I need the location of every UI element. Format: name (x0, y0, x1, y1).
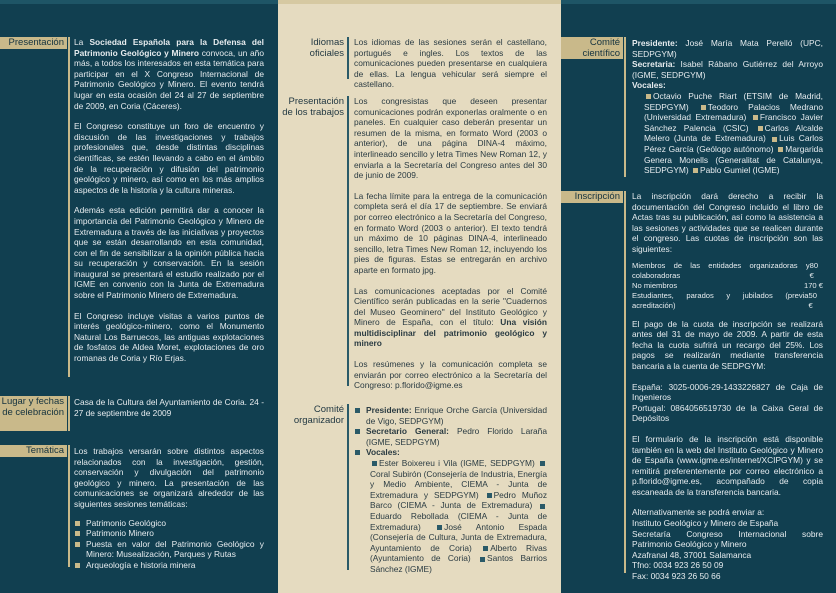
idiomas-text: Los idiomas de las sesiones serán el castellano, portugués e ingles. Los textos de las comunicaciones pueden presentarse en cualquiera de ellas. La lengua vehicular será siempre el castellano. (354, 37, 547, 90)
tematica-list (74, 518, 264, 571)
fee-row: Miembros de las entidades organizadoras y colaboradoras 80 € (632, 260, 819, 280)
list-item: Secretario General: Pedro Florido Laraña (IGME, SEDPGYM) (354, 426, 547, 447)
divider-line (347, 404, 349, 570)
list-item: Presidente: Enrique Orche García (Universidad de Vigo, SEDPGYM) (354, 405, 547, 426)
divider-line (624, 37, 626, 177)
label-lugar: Lugar y fechas de celebración (0, 396, 67, 431)
comite-organizador-text: Presidente: Enrique Orche García (Universidad de Vigo, SEDPGYM) Secretario General: Pedro Florido Laraña (IGME, SEDPGYM) Vocales: Ester Boixereu i Vila (IGME, SEDPGYM) Coral Subirón (Consejería de Industria, Energía y Medio Ambiente, CIEMA - Junta de Extremadura y SEDPGYM) Pedro Muñoz Barco (CIEMA - Junta de Extremadura) Eduardo Rebollada (CIEMA - Junta de Extremadura) José Antonio Espada (Consejería de Cultura, Junta de Extremadura, Ayuntamiento de Coria) Alberto Rivas (Ayuntamiento de Coria) Santos Barrios Sánchez (IGME) (354, 405, 547, 575)
divider-line (68, 396, 70, 431)
divider-line (68, 445, 70, 567)
label-trabajos: Presentación de los trabajos (282, 96, 344, 118)
divider-line (347, 96, 349, 386)
top-stripe (561, 0, 836, 4)
label-presentacion: Presentación (0, 37, 67, 49)
divider-line (347, 37, 349, 79)
fee-row: No miembros 170 € (632, 280, 823, 290)
column-middle (278, 0, 561, 593)
list-item: Patrimonio Geológico (74, 518, 264, 529)
lugar-text: Casa de la Cultura del Ayuntamiento de Coria. 24 - 27 de septiembre de 2009 (74, 397, 264, 418)
label-comite-organizador: Comité organizador (293, 404, 344, 426)
list-item: Arqueología e historia minera (74, 560, 264, 571)
column-right (561, 0, 836, 593)
inscripcion-text: La inscripción dará derecho a recibir la documentación del Congreso incluido el libro de Actas tras su publicación, así como la asistencia a las sesiones y actividades que se realicen durante el congreso. Las cuotas de inscripción son las siguientes: Miembros de las entidades organizadoras y colaboradoras 80 € No miembros 170 € Estudiantes, parados y jubilados (previa acreditación) 50 € El pago de la cuota de inscripción se realizará antes del 31 de mayo de 2009. A partir de esta fecha la cuota sufrirá un recargo del 25%. Los pagos se realizarán mediante transferencia bancaria a la cuenta de SEDPGYM: España: 3025-0006-29-1433226827 de Caja de Ingenieros Portugal: 0864056519730 de la Caixa Geral de Depósitos El formulario de la inscripción está disponible también en la web del Instituto Geológico y Minero de España (www.igme.es/internet/XCIPGYM) y se remitirá preferentemente por correo electrónico a p.florido@igme.es, acompañado de copia escaneada de la transferencia bancaria. Alternativamente se podrá enviar a: Instituto Geológico y Minero de España Secretaría Congreso Internacional sobre Patrimonio Geológico y Minero Azafranal 48, 37001 Salamanca Tfno: 0034 923 26 50 09 Fax: 0034 923 26 50 66 (632, 191, 823, 582)
divider-line (68, 37, 70, 377)
label-idiomas: Idiomas oficiales (309, 37, 344, 59)
trabajos-text: Los congresistas que deseen presentar comunicaciones podrán exponerlas oralmente o en paneles. En cualquier caso deberán presentar un resumen de la misma, en formato Word (2003 o anterior), de una página DINA-4 máximo, interlineado sencillo y letra Times New Roman 12, y enviarla a la Secretaría del Congreso antes del 30 de junio de 2009. La fecha límite para la entrega de la comunicación completa será el día 17 de septiembre. Se enviará por correo electrónico a la Secretaría del Congreso, en formato Word (2003 o anterior). El texto tendrá un máximo de 10 páginas DINA-4, interlineado sencillo, letra Times New Roman 12, incluyendo los pies de figuras. Estas se entregarán en archivo aparte en formato jpg. Las comunicaciones aceptadas por el Comité Científico serán publicadas en la serie "Cuadernos del Museo Geominero" del Instituto Geológico y Minero de España, con el título: Una visión multidisciplinar del patrimonio geológico y minero Los resúmenes y la comunicación completa se enviarán por correo electrónico a la Secretaría del Congreso: p.florido@igme.es (354, 96, 547, 391)
label-comite-cientifico: Comité científico (561, 37, 623, 59)
list-item: Puesta en valor del Patrimonio Geológico y Minero: Musealización, Parques y Rutas (74, 539, 264, 560)
divider-line (624, 191, 626, 573)
label-tematica: Temática (0, 445, 67, 457)
list-item: Vocales: (354, 447, 547, 458)
presentacion-text: La Sociedad Española para la Defensa del Patrimonio Geológico y Minero convoca, un año más, a todos los interesados en esta temática para participar en el X Congreso Internacional de Patrimonio Geológico y Minero. El evento tendrá lugar en esta ocasión del 24 al 27 de septiembre de 2009, en Coria (Cáceres). El Congreso constituye un foro de encuentro y discusión de las investigaciones y trabajos profesionales que, desde distintas disciplinas científicas, se estén llevando a cabo en el ámbito de la recuperación y difusión del patrimonio geológico y minero, así como en los más amplios aspectos de la historia y la cultura mineras. Además esta edición permitirá dar a conocer la importancia del Patrimonio Geológico y Minero de Extremadura a través de las iniciativas y proyectos que se están desarrollando en esta comunidad, con el fin de sensibilizar a la opinión pública hacia su recuperación y conservación. En la sesión inaugural se presentará el estudio realizado por el IGME en convenio con la Junta de Extremadura sobre el Patrimonio Minero de Extremadura. El Congreso incluye visitas a varios puntos de interés geológico-minero, como el Monumento Natural Los Barruecos, las antiguas explotaciones de fosfatos de Aldea Moret, explotaciones de oro romanas de Coria y Río Erjas. (74, 37, 265, 364)
top-stripe (278, 0, 561, 4)
label-inscripcion: Inscripción (561, 191, 623, 203)
comite-cientifico-text: Presidente: José María Mata Perelló (UPC, SEDPGYM) Secretaria: Isabel Rábano Gutiérrez del Arroyo (IGME, SEDPGYM) Vocales: Octavio Puche Riart (ETSIM de Madrid, SEDPGYM) Teodoro Palacios Medrano (Universidad Extremadura) Francisco Javier Sánchez Palencia (CSIC) Carlos Alcalde Melero (Junta de Extremadura) Luis Carlos Pérez García (Geólogo autónomo) Margarida Genera Monells (Generalitat de Catalunya, SEDPGYM) Pablo Gumiel (IGME) (632, 38, 824, 176)
tematica-text: Los trabajos versarán sobre distintos aspectos relacionados con la investigación, gestión, conservación y divulgación del patrimonio geológico y minero. La presentación de las comunicaciones se organizará alrededor de las siguientes sesiones temáticas: Patrimonio Geológico Patrimonio Minero Puesta en valor del Patrimonio Geológico y Minero: Musealización, Parques y Rutas Arqueología e historia minera (74, 446, 264, 570)
top-stripe (0, 0, 278, 4)
list-item: Patrimonio Minero (74, 528, 264, 539)
column-left (0, 0, 278, 593)
fee-row: Estudiantes, parados y jubilados (previa acreditación) 50 € (632, 290, 817, 310)
